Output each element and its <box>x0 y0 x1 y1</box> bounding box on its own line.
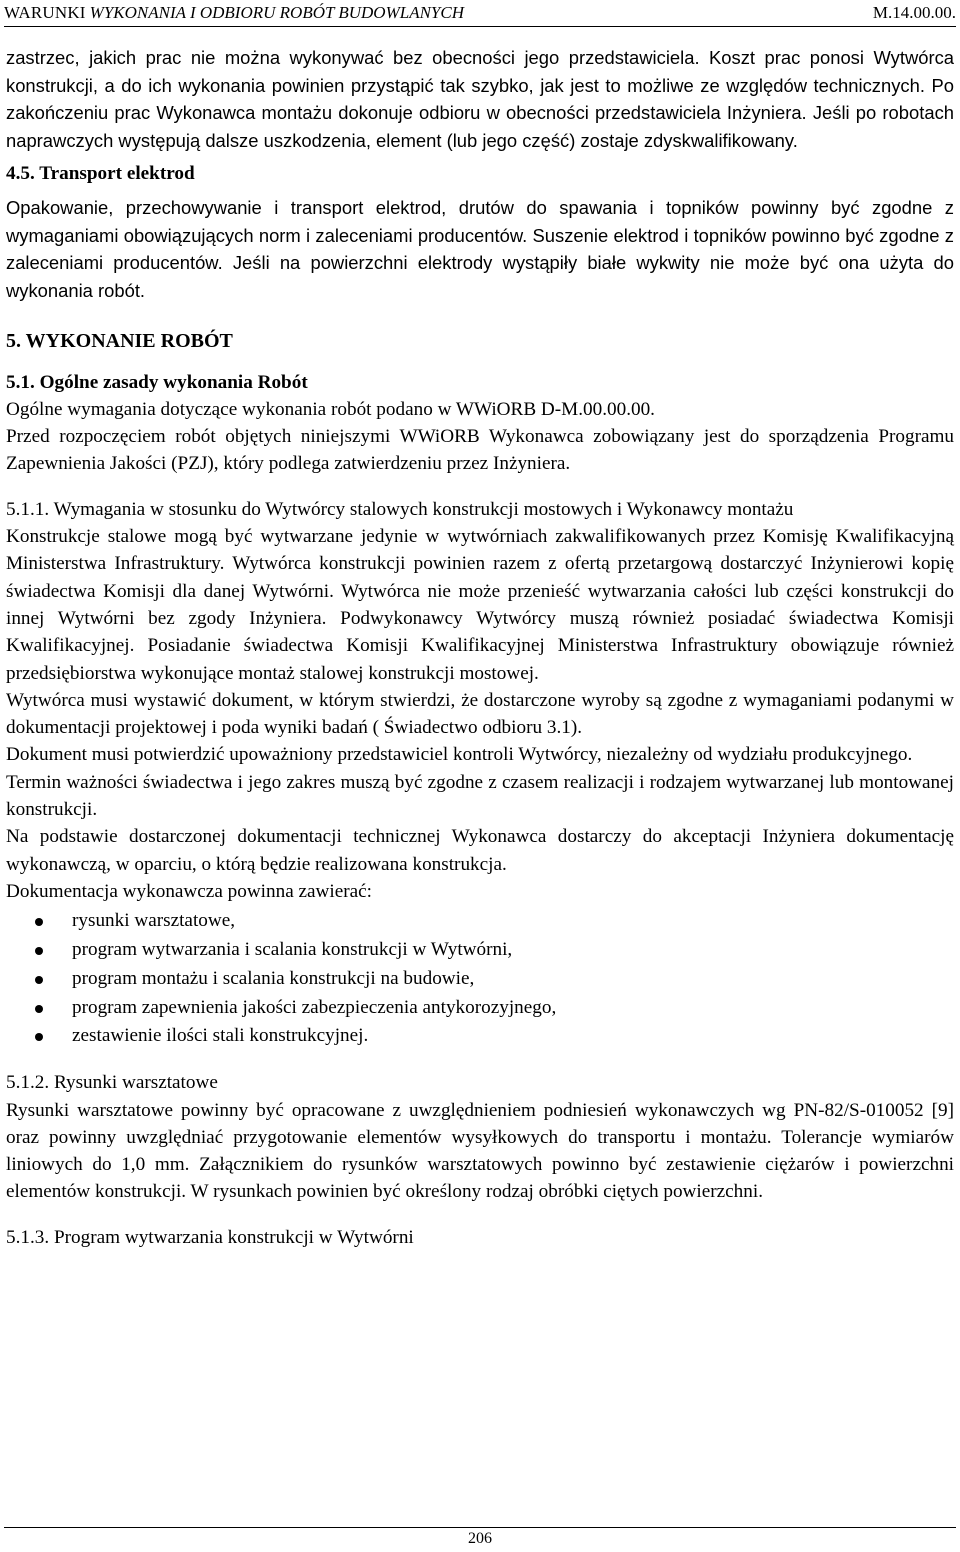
bullet-icon <box>35 1005 43 1013</box>
list-item <box>6 994 954 1023</box>
paragraph-5-1-1-c: Dokument musi potwierdzić upoważniony przedstawiciel kontroli Wytwórcy, niezależny od wydziału produkcyjnego. <box>6 744 913 766</box>
list-item-text: program zapewnienia jakości zabezpieczenia antykorozyjnego, <box>72 996 557 1018</box>
bullet-list <box>6 907 954 1051</box>
paragraph-5-1-1-d: Termin ważności świadectwa i jego zakres muszą być zgodne z czasem realizacji i rodzajem wytwarzanej lub montowanej konstrukcji. <box>6 771 954 821</box>
list-item-text: program wytwarzania i scalania konstrukcji w Wytwórni, <box>72 939 513 961</box>
bullet-icon <box>35 976 43 984</box>
header-title <box>4 0 464 26</box>
paragraph-5-1-1-a: Konstrukcje stalowe mogą być wytwarzane jedynie w wytwórniach zakwalifikowanych przez Komisję Kwalifikacyjną Ministerstwa Infrastruktury. Wytwórca konstrukcji powinien razem z ofertą przetargową dostarczyć Inżynierowi kopię świadectwa Komisji dla danej Wytwórni. Wytwórca nie może przenieść wytwarzania całości lub części konstrukcji do innej Wytwórni bez zgody Inżyniera. Podwykonawcy Wytwórcy muszą również posiadać świadectwa Komisji Kwalifikacyjnej. Posiadanie świadectwa Komisji Kwalifikacyjnej Ministerstwa Infrastruktury obowiązuje również przedsiębiorstwa wykonujące montaż stalowej konstrukcji mostowej. <box>6 526 954 684</box>
heading-5-1-1: 5.1.1. Wymagania w stosunku do Wytwórcy stalowych konstrukcji mostowych i Wykonawcy montażu <box>6 498 794 520</box>
list-item <box>6 907 954 936</box>
page-number: 206 <box>468 1530 492 1547</box>
header-title-main: WARUNKI <box>4 3 86 22</box>
page-footer <box>4 1527 956 1550</box>
paragraph-5-1-1-b: Wytwórca musi wystawić dokument, w którym stwierdzi, że dostarczone wyroby są zgodne z wymaganiami podanymi w dokumentacji projektowej i poda wyniki badań ( Świadectwo odbioru 3.1). <box>6 689 954 739</box>
list-item-text: zestawienie ilości stali konstrukcyjnej. <box>72 1025 369 1047</box>
paragraph-5-1-1-f: Dokumentacja wykonawcza powinna zawierać: <box>6 880 372 902</box>
paragraph-5-1-b: Przed rozpoczęciem robót objętych niniejszymi WWiORB Wykonawca zobowiązany jest do sporządzenia Programu Zapewnienia Jakości (PZJ), który podlega zatwierdzeniu przez Inżyniera. <box>6 426 954 475</box>
paragraph-transport-elektrod: Opakowanie, przechowywanie i transport elektrod, drutów do spawania i topników powinny być zgodne z wymaganiami obowiązujących norm i zaleceniami producentów. Suszenie elektrod i topników powinno być zgodne z zaleceniami producentów. Jeśli na powierzchni elektrody wystąpiły białe wykwity nie może być ona użyta do wykonania robót. <box>6 197 954 301</box>
list-item <box>6 965 954 994</box>
list-item-text: program montażu i scalania konstrukcji na budowie, <box>72 967 475 989</box>
paragraph-continuation: zastrzec, jakich prac nie można wykonywać bez obecności jego przedstawiciela. Koszt prac ponosi Wytwórca konstrukcji, a do ich wykonania powinien przystąpić tak szybko, jak jest to możliwe ze względów technicznych. Po zakończeniu prac Wykonawca montażu dokonuje odbioru w obecności przedstawiciela Inżyniera. Jeśli po robotach naprawczych występują dalsze uszkodzenia, element (lub jego część) zostaje zdyskwalifikowany. <box>6 47 954 151</box>
list-item <box>6 1022 954 1051</box>
list-item <box>6 936 954 965</box>
document-body <box>6 44 954 1251</box>
heading-5: 5. WYKONANIE ROBÓT <box>6 330 233 353</box>
paragraph-5-1-1-e: Na podstawie dostarczonej dokumentacji technicznej Wykonawca dostarczy do akceptacji Inżyniera dokumentację wykonawczą, w oparciu, o którą będzie realizowana konstrukcja. <box>6 826 954 875</box>
heading-4-5: 4.5. Transport elektrod <box>6 163 195 184</box>
bullet-icon <box>35 1033 43 1041</box>
list-item-text: rysunki warsztatowe, <box>72 910 236 932</box>
heading-5-1: 5.1. Ogólne zasady wykonania Robót <box>6 371 308 393</box>
bullet-icon <box>35 918 43 926</box>
page-header <box>4 0 956 27</box>
header-title-italic: WYKONANIA I ODBIORU ROBÓT BUDOWLANYCH <box>89 3 464 22</box>
bullet-icon <box>35 947 43 955</box>
heading-5-1-3: 5.1.3. Program wytwarzania konstrukcji w Wytwórni <box>6 1226 414 1248</box>
header-code: M.14.00.00. <box>872 3 956 22</box>
heading-5-1-2: 5.1.2. Rysunki warsztatowe <box>6 1072 218 1094</box>
paragraph-5-1-a: Ogólne wymagania dotyczące wykonania robót podano w WWiORB D-M.00.00.00. <box>6 398 655 420</box>
paragraph-5-1-2: Rysunki warsztatowe powinny być opracowane z uwzględnieniem podniesień wykonawczych wg PN-82/S-010052 [9] oraz powinny uwzględniać przygotowanie elementów wysyłkowych do transportu i montażu. Tolerancje wymiarów liniowych do 1,0 mm. Załącznikiem do rysunków warsztatowych powinno być zestawienie ciężarów i powierzchni elementów konstrukcji. W rysunkach powinien być określony rodzaj obróbki ciętych powierzchni. <box>6 1099 954 1203</box>
